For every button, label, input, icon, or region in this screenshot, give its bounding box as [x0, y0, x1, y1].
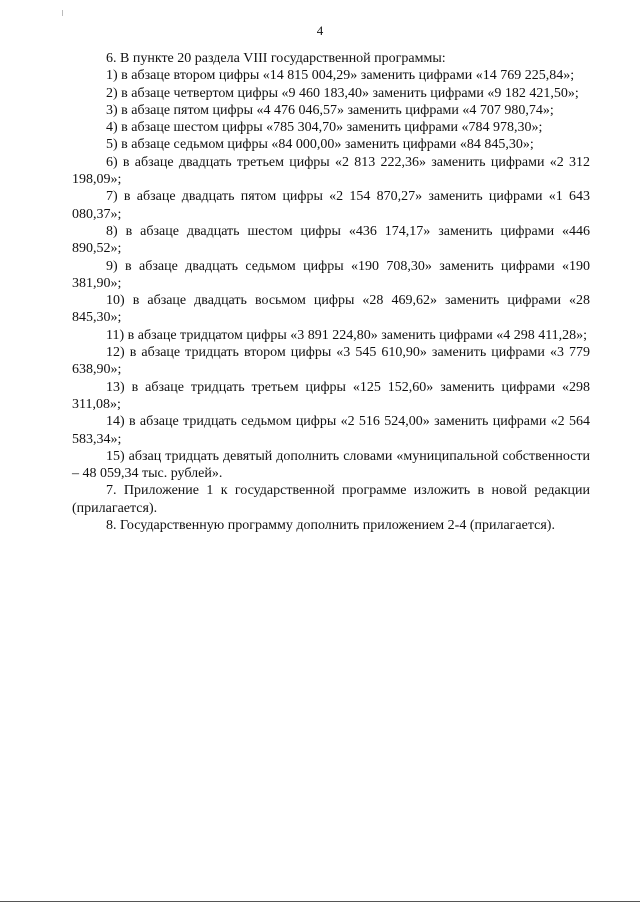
- section-item-7: 7. Приложение 1 к государственной программе изложить в новой редакции (прилагается).: [72, 483, 590, 516]
- amendment-item-12: 12) в абзаце тридцать втором цифры «3 545 610,90» заменить цифрами «3 779 638,90»;: [72, 345, 590, 378]
- amendment-item-8: 8) в абзаце двадцать шестом цифры «436 174,17» заменить цифрами «446 890,52»;: [72, 223, 590, 257]
- amendment-item-14: 14) в абзаце тридцать седьмом цифры «2 516 524,00» заменить цифрами «2 564 583,34»;: [72, 414, 590, 447]
- amendment-item-10: 10) в абзаце двадцать восьмом цифры «28 469,62» заменить цифрами «28 845,30»;: [72, 293, 590, 326]
- section-item-8: 8. Государственную программу дополнить приложением 2-4 (прилагается).: [106, 518, 555, 534]
- amendment-item-5: 5) в абзаце седьмом цифры «84 000,00» заменить цифрами «84 845,30»;: [106, 137, 534, 153]
- amendment-item-15: 15) абзац тридцать девятый дополнить словами «муниципальной собственности – 48 059,34 тыс. рублей».: [72, 448, 590, 482]
- amendment-item-13: 13) в абзаце тридцать третьем цифры «125 152,60» заменить цифрами «298 311,08»;: [72, 379, 590, 412]
- amendment-item-3: 3) в абзаце пятом цифры «4 476 046,57» заменить цифрами «4 707 980,74»;: [106, 102, 554, 118]
- document-body: [72, 50, 590, 534]
- amendment-item-6: 6) в абзаце двадцать третьем цифры «2 813 222,36» заменить цифрами «2 312 198,09»;: [72, 154, 590, 188]
- amendment-item-9: 9) в абзаце двадцать седьмом цифры «190 708,30» заменить цифрами «190 381,90»;: [72, 258, 590, 291]
- amendment-item-2: 2) в абзаце четвертом цифры «9 460 183,40» заменить цифрами «9 182 421,50»;: [106, 85, 579, 101]
- amendment-item-11: 11) в абзаце тридцатом цифры «3 891 224,80» заменить цифрами «4 298 411,28»;: [106, 327, 588, 343]
- amendment-item-4: 4) в абзаце шестом цифры «785 304,70» заменить цифрами «784 978,30»;: [106, 120, 543, 136]
- amendment-item-7: 7) в абзаце двадцать пятом цифры «2 154 870,27» заменить цифрами «1 643 080,37»;: [72, 189, 590, 222]
- scan-mark: [62, 10, 63, 16]
- amendment-item-1: 1) в абзаце втором цифры «14 815 004,29» заменить цифрами «14 769 225,84»;: [106, 68, 575, 84]
- page-bottom-edge: [0, 901, 640, 902]
- page-number: 4: [316, 23, 324, 38]
- section-heading-item-6: 6. В пункте 20 раздела VIII государственной программы:: [106, 51, 446, 66]
